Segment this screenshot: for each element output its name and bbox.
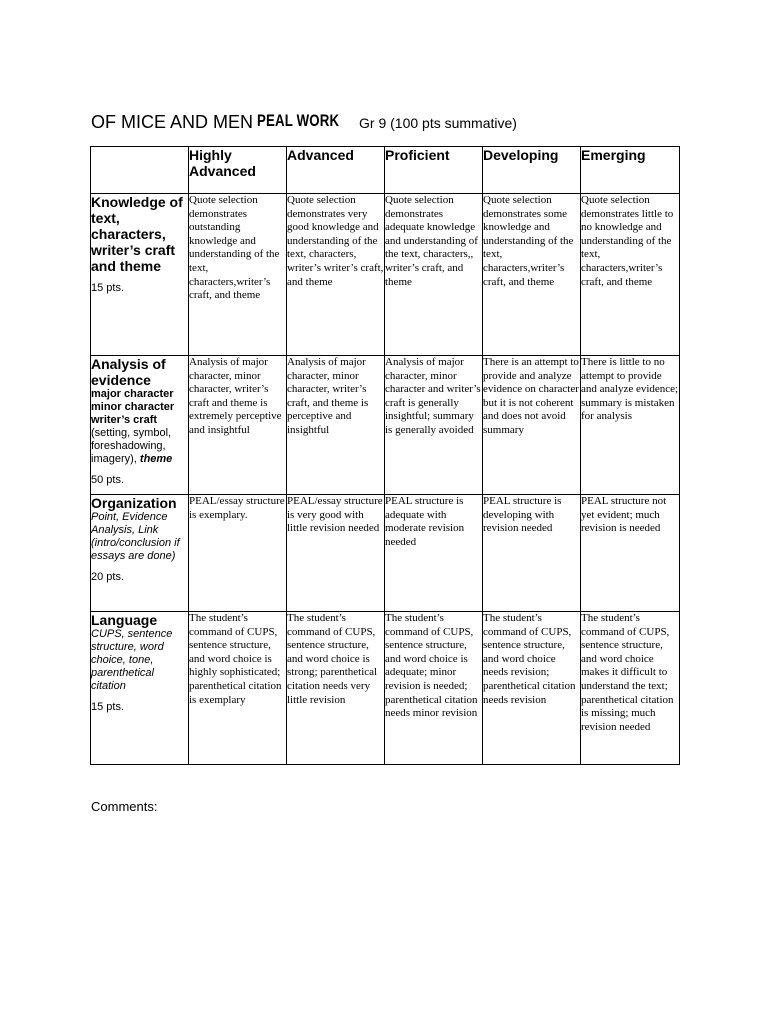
header-developing: Developing: [483, 147, 581, 194]
table-cell: Analysis of major character, minor character, writer’s craft, and theme is perceptive and insightful: [287, 356, 385, 495]
criterion-sub-bold: major character minor character writer’s craft: [91, 388, 175, 426]
criterion-title: Language: [91, 612, 158, 628]
title-grade-points: Gr 9 (100 pts summative): [359, 115, 517, 131]
table-cell: Analysis of major character, minor character, writer’s craft and theme is extremely perceptive and insightful: [189, 356, 287, 495]
comments-label: Comments:: [91, 799, 158, 814]
table-row: [91, 356, 680, 495]
table-cell: Quote selection demonstrates outstanding knowledge and understanding of the text, characters,writer’s craft, and theme: [189, 194, 287, 356]
criterion-knowledge: [91, 194, 189, 356]
rubric-table: [90, 146, 680, 765]
criterion-title: Knowledge of text, characters, writer’s craft and theme: [91, 194, 183, 274]
title-assignment: PEAL WORK: [257, 111, 340, 130]
criterion-subtitle: [91, 511, 188, 563]
criterion-subtitle: [91, 628, 188, 693]
table-cell: Analysis of major character, minor character and writer’s craft is generally insightful; summary is generally avoided: [385, 356, 483, 495]
criterion-analysis: [91, 356, 189, 495]
criterion-title: Analysis of evidence: [91, 356, 166, 388]
table-cell: PEAL/essay structure is very good with little revision needed: [287, 495, 385, 612]
header-proficient: Proficient: [385, 147, 483, 194]
table-cell: The student’s command of CUPS, sentence structure, and word choice is strong; parenthetical citation needs very little revision: [287, 612, 385, 765]
header-row: [91, 147, 680, 194]
table-cell: Quote selection demonstrates adequate knowledge and understanding of the text, characters,, writer’s craft, and theme: [385, 194, 483, 356]
criterion-sub-italic: theme: [139, 453, 173, 465]
table-cell: Quote selection demonstrates little to no knowledge and understanding of the text, characters,writer’s craft, and theme: [581, 194, 680, 356]
criterion-points: 20 pts.: [91, 571, 125, 583]
table-cell: PEAL/essay structure is exemplary.: [189, 495, 287, 612]
table-row: [91, 194, 680, 356]
criterion-sub-italic: Point, Evidence Analysis, Link (intro/conclusion if essays are done): [91, 511, 180, 562]
criterion-language: [91, 612, 189, 765]
header-criteria: [91, 147, 189, 194]
criterion-points: 15 pts.: [91, 701, 125, 713]
table-cell: There is an attempt to provide and analyze evidence on character but it is not coherent and does not avoid summary: [483, 356, 581, 495]
table-cell: The student’s command of CUPS, sentence structure, and word choice is adequate; minor revision is needed; parenthetical citation needs minor revision: [385, 612, 483, 765]
table-cell: There is little to no attempt to provide and analyze evidence; summary is mistaken for analysis: [581, 356, 680, 495]
table-row: [91, 612, 680, 765]
header-highly-advanced: Highly Advanced: [189, 147, 287, 194]
criterion-points: 15 pts.: [91, 282, 125, 294]
table-cell: PEAL structure not yet evident; much revision is needed: [581, 495, 680, 612]
table-cell: The student’s command of CUPS, sentence structure, and word choice needs revision; parenthetical citation needs revision: [483, 612, 581, 765]
table-cell: Quote selection demonstrates very good knowledge and understanding of the text, characters, writer’s writer’s craft, and theme: [287, 194, 385, 356]
table-cell: PEAL structure is adequate with moderate revision needed: [385, 495, 483, 612]
header-advanced: Advanced: [287, 147, 385, 194]
criterion-title: Organization: [91, 495, 177, 511]
criterion-sub-italic: CUPS, sentence structure, word choice, tone, parenthetical citation: [91, 628, 173, 692]
criterion-sub-normal: (setting, symbol, foreshadowing, imagery),: [91, 427, 172, 465]
table-row: [91, 495, 680, 612]
criterion-points: 50 pts.: [91, 474, 125, 486]
table-cell: The student’s command of CUPS, sentence structure, and word choice makes it difficult to understand the text; parenthetical citation is missing; much revision needed: [581, 612, 680, 765]
table-cell: The student’s command of CUPS, sentence structure, and word choice is highly sophisticated; parenthetical citation is exemplary: [189, 612, 287, 765]
table-cell: Quote selection demonstrates some knowledge and understanding of the text, characters,writer’s craft, and theme: [483, 194, 581, 356]
header-emerging: Emerging: [581, 147, 680, 194]
title-book: OF MICE AND MEN: [91, 112, 254, 132]
criterion-subtitle: [91, 388, 188, 466]
table-cell: PEAL structure is developing with revision needed: [483, 495, 581, 612]
criterion-organization: [91, 495, 189, 612]
